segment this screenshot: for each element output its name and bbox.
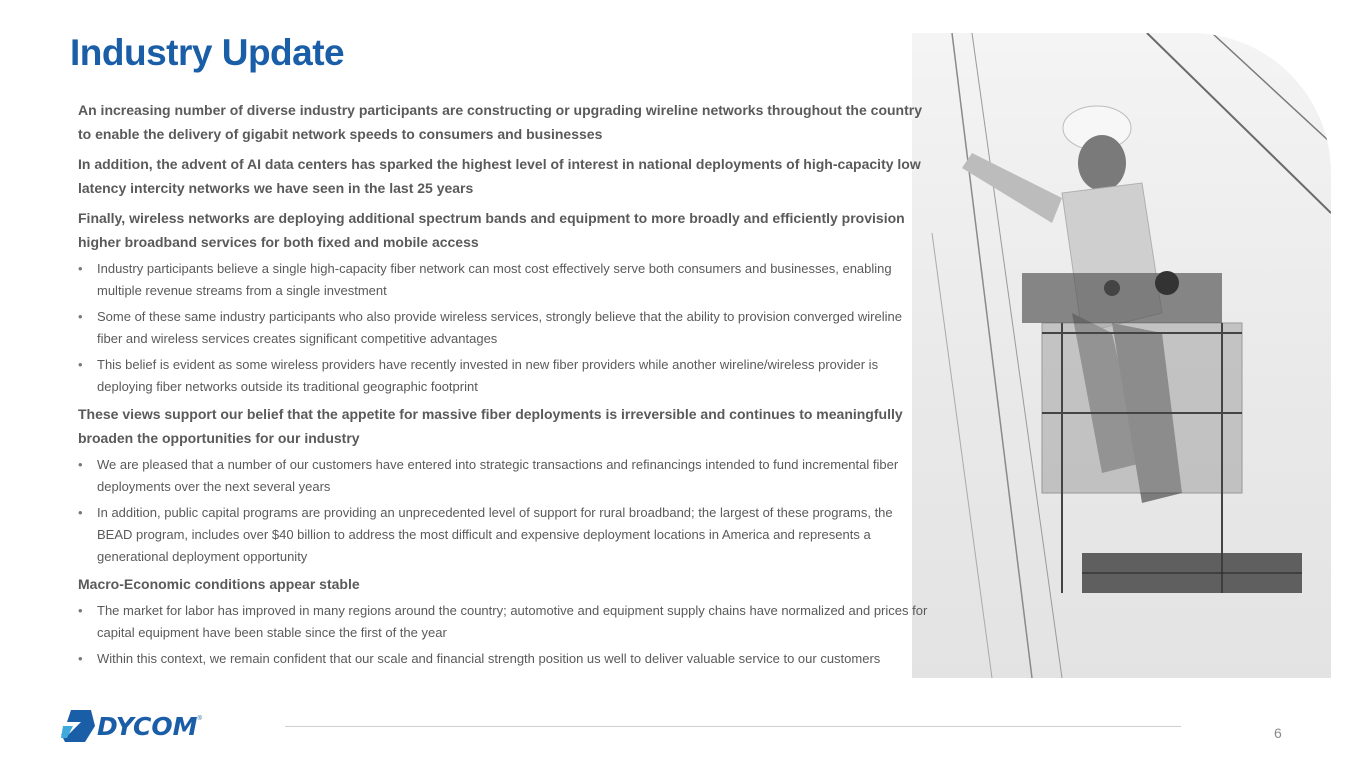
bullet-icon: •: [78, 651, 83, 666]
paragraph-views: These views support our belief that the appetite for massive fiber deployments is irreversible and continues to meaningfully broaden the opportunities for our industry: [78, 406, 903, 446]
bullet-item: • This belief is evident as some wireless providers have recently invested in new fiber providers while another wireline/wireless provider is deploying fiber networks outside its traditional geographic footprint: [78, 354, 928, 398]
bullet-icon: •: [78, 357, 83, 372]
bullet-list-macro: [78, 600, 928, 670]
lineworker-illustration: [912, 33, 1331, 678]
bullet-icon: •: [78, 457, 83, 472]
paragraph-wireline: An increasing number of diverse industry participants are constructing or upgrading wireline networks throughout the country to enable the delivery of gigabit network speeds to consumers and businesses: [78, 102, 922, 142]
paragraph-wireless: Finally, wireless networks are deploying additional spectrum bands and equipment to more broadly and efficiently provision higher broadband services for both fixed and mobile access: [78, 210, 905, 250]
bullet-list-fiber: [78, 258, 928, 398]
dycom-logo-icon: [61, 710, 95, 742]
slide-title: Industry Update: [70, 32, 345, 73]
bullet-item: • Some of these same industry participants who also provide wireless services, strongly believe that the ability to provision converged wireline fiber and wireless services creates significant competitive advantages: [78, 306, 928, 350]
dycom-logo-text: DYCOM: [97, 711, 198, 741]
bullet-list-customers: [78, 454, 928, 568]
lineworker-photo: [912, 33, 1331, 678]
bullet-icon: •: [78, 603, 83, 618]
footer-divider: [285, 726, 1181, 727]
page-number: 6: [1274, 725, 1282, 741]
dycom-logo: [61, 710, 202, 742]
bullet-icon: •: [78, 505, 83, 520]
slide-content: [78, 98, 928, 674]
bullet-item: • The market for labor has improved in many regions around the country; automotive and equipment supply chains have normalized and prices for capital equipment have been stable since the first of the year: [78, 600, 928, 644]
bullet-icon: •: [78, 261, 83, 276]
paragraph-ai-data-centers: In addition, the advent of AI data centers has sparked the highest level of interest in national deployments of high-capacity low latency intercity networks we have seen in the last 25 years: [78, 156, 921, 196]
bullet-icon: •: [78, 309, 83, 324]
registered-mark: ®: [197, 716, 202, 722]
bullet-item: • Within this context, we remain confident that our scale and financial strength position us well to deliver valuable service to our customers: [78, 648, 928, 670]
bullet-item: • Industry participants believe a single high-capacity fiber network can most cost effectively serve both consumers and businesses, enabling multiple revenue streams from a single investment: [78, 258, 928, 302]
paragraph-macro: Macro-Economic conditions appear stable: [78, 576, 360, 592]
bullet-item: • In addition, public capital programs are providing an unprecedented level of support for rural broadband; the largest of these programs, the BEAD program, includes over $40 billion to address the most difficult and expensive deployment locations in America and represents a generational deployment opportunity: [78, 502, 928, 568]
bullet-item: • We are pleased that a number of our customers have entered into strategic transactions and refinancings intended to fund incremental fiber deployments over the next several years: [78, 454, 928, 498]
